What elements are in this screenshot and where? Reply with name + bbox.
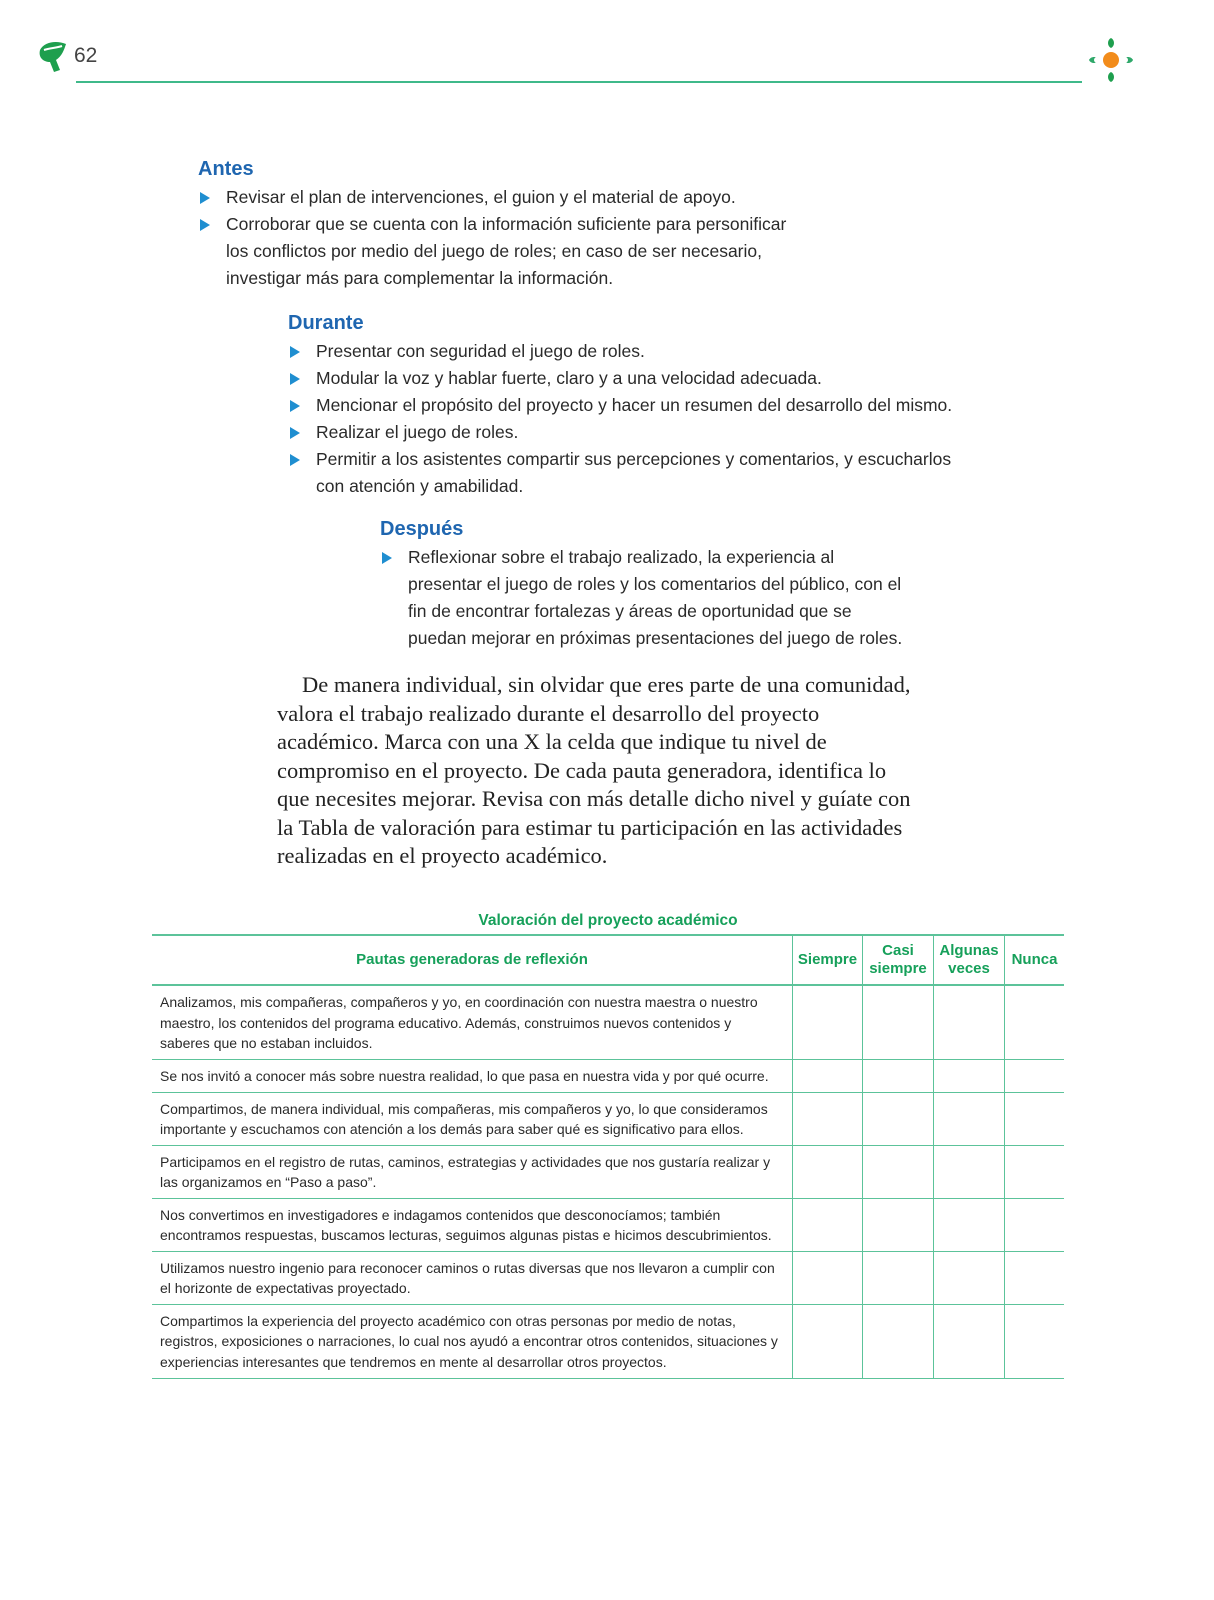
list-item: Reflexionar sobre el trabajo realizado, la experiencia al presentar el juego de roles y los comentarios del público, con el fin de encontrar fortalezas y áreas de oportunidad que se puedan mejorar en próximas presentaciones del juego de roles. bbox=[380, 544, 908, 652]
table-row bbox=[152, 1304, 1064, 1378]
arrow-bullet-icon bbox=[200, 219, 210, 231]
table-row bbox=[152, 985, 1064, 1060]
list-item: Revisar el plan de intervenciones, el guion y el material de apoyo. bbox=[198, 184, 798, 211]
antes-list bbox=[198, 184, 798, 292]
header-siempre: Siempre bbox=[793, 935, 863, 985]
algunas-veces-cell[interactable] bbox=[934, 1304, 1005, 1378]
header-algunas-veces: Algunas veces bbox=[934, 935, 1005, 985]
durante-title: Durante bbox=[288, 312, 364, 334]
table-title: Valoración del proyecto académico bbox=[478, 912, 738, 929]
pauta-text: Nos convertimos en investigadores e indagamos contenidos que desconocíamos; también encontramos respuestas, buscamos lecturas, seguimos algunas pistas e hicimos descubrimientos. bbox=[152, 1198, 793, 1251]
antes-title: Antes bbox=[198, 158, 254, 180]
nunca-cell[interactable] bbox=[1005, 1198, 1065, 1251]
algunas-veces-cell[interactable] bbox=[934, 1060, 1005, 1093]
casi-siempre-cell[interactable] bbox=[863, 1251, 934, 1304]
pauta-text: Participamos en el registro de rutas, caminos, estrategias y actividades que nos gustaría realizar y las organizamos en “Paso a paso”. bbox=[152, 1145, 793, 1198]
list-item: Mencionar el propósito del proyecto y hacer un resumen del desarrollo del mismo. bbox=[288, 392, 968, 419]
arrow-bullet-icon bbox=[290, 427, 300, 439]
list-item: Permitir a los asistentes compartir sus percepciones y comentarios, y escucharlos con atención y amabilidad. bbox=[288, 446, 968, 500]
evaluation-table bbox=[152, 934, 1064, 1379]
nunca-cell[interactable] bbox=[1005, 1251, 1065, 1304]
casi-siempre-cell[interactable] bbox=[863, 1145, 934, 1198]
intro-paragraph: De manera individual, sin olvidar que eres parte de una comunidad, valora el trabajo realizado durante el desarrollo del proyecto académico. Marca con una X la celda que indique tu nivel de compromiso en el proyecto. De cada pauta generadora, identifica lo que necesites mejorar. Revisa con más detalle dicho nivel y guíate con la Tabla de valoración para estimar tu participación en las actividades realizadas en el proyecto académico. bbox=[277, 672, 911, 868]
casi-siempre-cell[interactable] bbox=[863, 1198, 934, 1251]
pauta-text: Analizamos, mis compañeras, compañeros y yo, en coordinación con nuestra maestra o nuestro maestro, los contenidos del programa educativo. Además, construimos nuevos contenidos y saberes que no estaban incluidos. bbox=[152, 985, 793, 1060]
leaf-logo-icon bbox=[36, 40, 70, 74]
list-item: Presentar con seguridad el juego de roles. bbox=[288, 338, 968, 365]
despues-list bbox=[380, 544, 908, 652]
table-row bbox=[152, 1145, 1064, 1198]
header-casi-siempre: Casi siempre bbox=[863, 935, 934, 985]
list-item: Realizar el juego de roles. bbox=[288, 419, 968, 446]
siempre-cell[interactable] bbox=[793, 1092, 863, 1145]
siempre-cell[interactable] bbox=[793, 985, 863, 1060]
nunca-cell[interactable] bbox=[1005, 1304, 1065, 1378]
table-row bbox=[152, 1251, 1064, 1304]
table-row bbox=[152, 1092, 1064, 1145]
flower-logo-icon bbox=[1085, 34, 1137, 86]
nunca-cell[interactable] bbox=[1005, 1145, 1065, 1198]
table-header-row bbox=[152, 935, 1064, 985]
page-number: 62 bbox=[74, 44, 98, 67]
algunas-veces-cell[interactable] bbox=[934, 1092, 1005, 1145]
header-pautas: Pautas generadoras de reflexión bbox=[152, 935, 793, 985]
table-row bbox=[152, 1060, 1064, 1093]
casi-siempre-cell[interactable] bbox=[863, 1304, 934, 1378]
table-row bbox=[152, 1198, 1064, 1251]
arrow-bullet-icon bbox=[382, 552, 392, 564]
arrow-bullet-icon bbox=[290, 373, 300, 385]
despues-title: Después bbox=[380, 518, 464, 540]
casi-siempre-cell[interactable] bbox=[863, 985, 934, 1060]
header-rule bbox=[76, 81, 1082, 83]
arrow-bullet-icon bbox=[290, 346, 300, 358]
siempre-cell[interactable] bbox=[793, 1304, 863, 1378]
pauta-text: Compartimos, de manera individual, mis compañeras, mis compañeros y yo, lo que consideramos importante y escuchamos con atención a los demás para saber qué es significativo para ellos. bbox=[152, 1092, 793, 1145]
casi-siempre-cell[interactable] bbox=[863, 1092, 934, 1145]
pauta-text: Se nos invitó a conocer más sobre nuestra realidad, lo que pasa en nuestra vida y por qué ocurre. bbox=[152, 1060, 793, 1093]
algunas-veces-cell[interactable] bbox=[934, 985, 1005, 1060]
durante-list bbox=[288, 338, 968, 500]
algunas-veces-cell[interactable] bbox=[934, 1198, 1005, 1251]
nunca-cell[interactable] bbox=[1005, 1060, 1065, 1093]
siempre-cell[interactable] bbox=[793, 1198, 863, 1251]
pauta-text: Compartimos la experiencia del proyecto académico con otras personas por medio de notas, registros, exposiciones o narraciones, lo cual nos ayudó a encontrar otros contenidos, situaciones y experiencias interesantes que tendremos en mente al desarrollar otros proyectos. bbox=[152, 1304, 793, 1378]
casi-siempre-cell[interactable] bbox=[863, 1060, 934, 1093]
list-item: Corroborar que se cuenta con la información suficiente para personificar los conflictos por medio del juego de roles; en caso de ser necesario, investigar más para complementar la información. bbox=[198, 211, 798, 292]
siempre-cell[interactable] bbox=[793, 1060, 863, 1093]
siempre-cell[interactable] bbox=[793, 1145, 863, 1198]
arrow-bullet-icon bbox=[290, 454, 300, 466]
list-item: Modular la voz y hablar fuerte, claro y a una velocidad adecuada. bbox=[288, 365, 968, 392]
algunas-veces-cell[interactable] bbox=[934, 1251, 1005, 1304]
arrow-bullet-icon bbox=[200, 192, 210, 204]
arrow-bullet-icon bbox=[290, 400, 300, 412]
header-nunca: Nunca bbox=[1005, 935, 1065, 985]
algunas-veces-cell[interactable] bbox=[934, 1145, 1005, 1198]
nunca-cell[interactable] bbox=[1005, 985, 1065, 1060]
siempre-cell[interactable] bbox=[793, 1251, 863, 1304]
nunca-cell[interactable] bbox=[1005, 1092, 1065, 1145]
pauta-text: Utilizamos nuestro ingenio para reconocer caminos o rutas diversas que nos llevaron a cumplir con el horizonte de expectativas proyectado. bbox=[152, 1251, 793, 1304]
